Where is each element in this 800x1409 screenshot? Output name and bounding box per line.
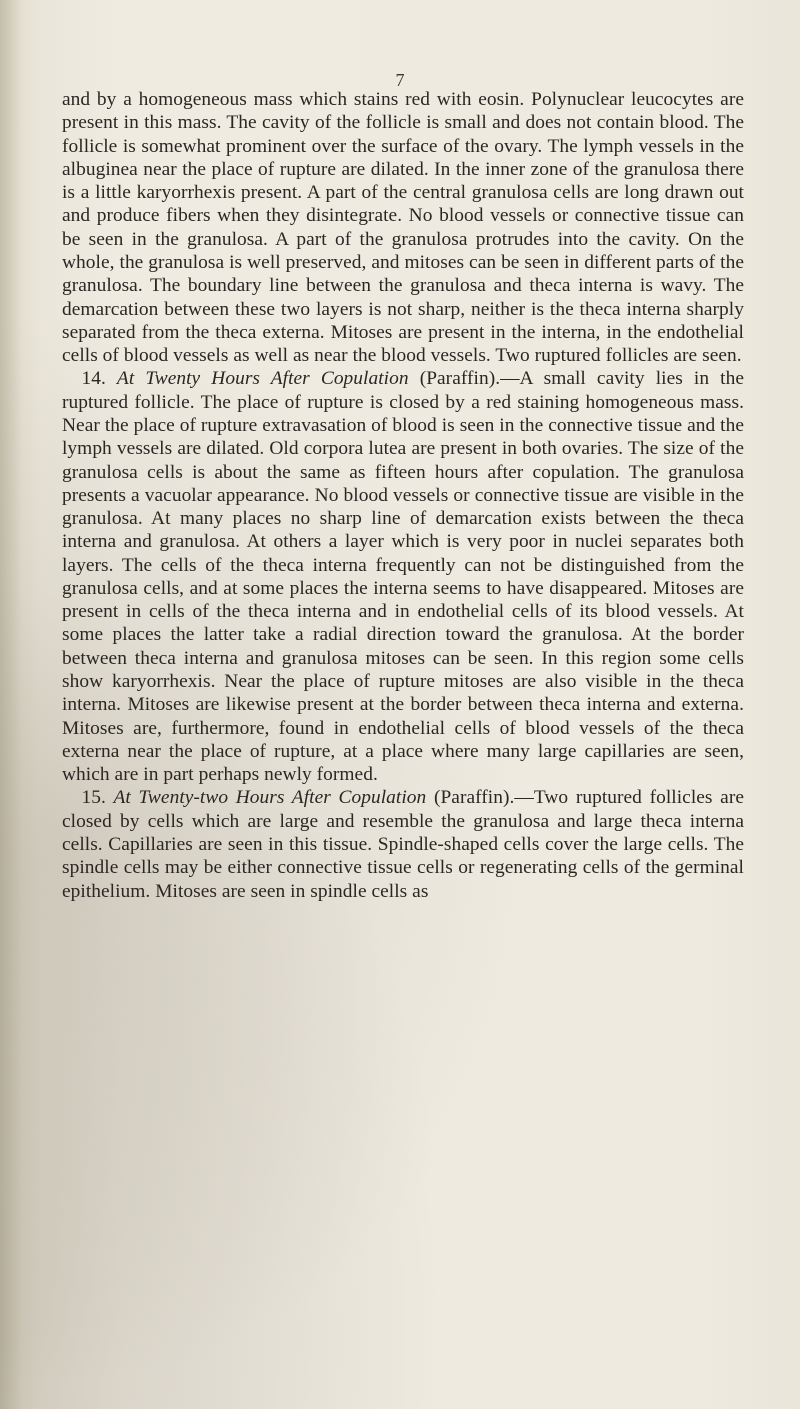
paragraph-text: Two ruptured follicles are closed by cells which are large and resemble the granulosa and large theca interna cells. Capillaries are seen in this tissue. Spindle-shaped cells cover the large cells. The spindle cells may be either connective tissue cells or regenerating cells of the germinal epithelium. Mitoses are seen in spindle cells as [62,787,745,902]
paragraph-continuation [62,88,744,367]
body-text [62,88,744,903]
section-number: 14. [81,368,106,390]
paragraph-text: and by a homogeneous mass which stains red with eosin. Polynuclear leucocytes are present in this mass. The cavity of the follicle is small and does not contain blood. The follicle is somewhat prominent over the surface of the ovary. The lymph vessels in the albuginea near the place of rupture are dilated. In the inner zone of the granulosa there is a little karyorrhexis present. A part of the central granulosa cells are long drawn out and produce fibers when they disintegrate. No blood vessels or connective tissue can be seen in the granulosa. A part of the granulosa protrudes into the cavity. On the whole, the granulosa is well preserved, and mitoses can be seen in different parts of the granulosa. The boundary line between the granulosa and theca interna is wavy. The demarcation between these two layers is not sharp, neither is the theca interna sharply separated from the theca externa. Mitoses are present in the interna, in the endothelial cells of blood vessels as well as near the blood vessels. Two ruptured follicles are seen. [62,89,744,367]
paragraph-text: A small cavity lies in the ruptured follicle. The place of rupture is closed by a red staining homogeneous mass. Near the place of rupture extravasation of blood is seen in the connective tissue and the lymph vessels are dilated. Old corpora lutea are present in both ovaries. The size of the granulosa cells is about the same as fifteen hours after copulation. The granulosa presents a vacuolar appearance. No blood vessels or connective tissue are visible in the granulosa. At many places no sharp line of demarcation exists between the theca interna and granulosa. At others a layer which is very poor in nuclei separates both layers. The cells of the theca interna frequently can not be distinguished from the granulosa cells, and at some places the interna seems to have disappeared. Mitoses are present in cells of the theca interna and in endothelial cells of its blood vessels. At some places the latter take a radial direction toward the granulosa. At the border between theca interna and granulosa mitoses can be seen. In this region some cells show karyorrhexis. Near the place of rupture mitoses are also visible in the theca interna. Mitoses are likewise present at the border between theca interna and externa. Mitoses are, furthermore, found in endothelial cells of blood vessels of the theca externa near the place of rupture, at a place where many large capillaries are seen, which are in part perhaps newly formed. [62,368,744,786]
section-number: 15. [81,787,106,809]
section-14 [62,367,744,786]
section-15 [62,786,744,902]
page-number: 7 [395,70,405,90]
section-heading: At Twenty-two Hours After Copulation [113,787,427,809]
section-method: (Paraffin).— [419,368,520,390]
section-heading: At Twenty Hours After Copulation [116,368,409,390]
section-method: (Paraffin).— [433,787,534,809]
binding-shadow [0,0,22,1409]
